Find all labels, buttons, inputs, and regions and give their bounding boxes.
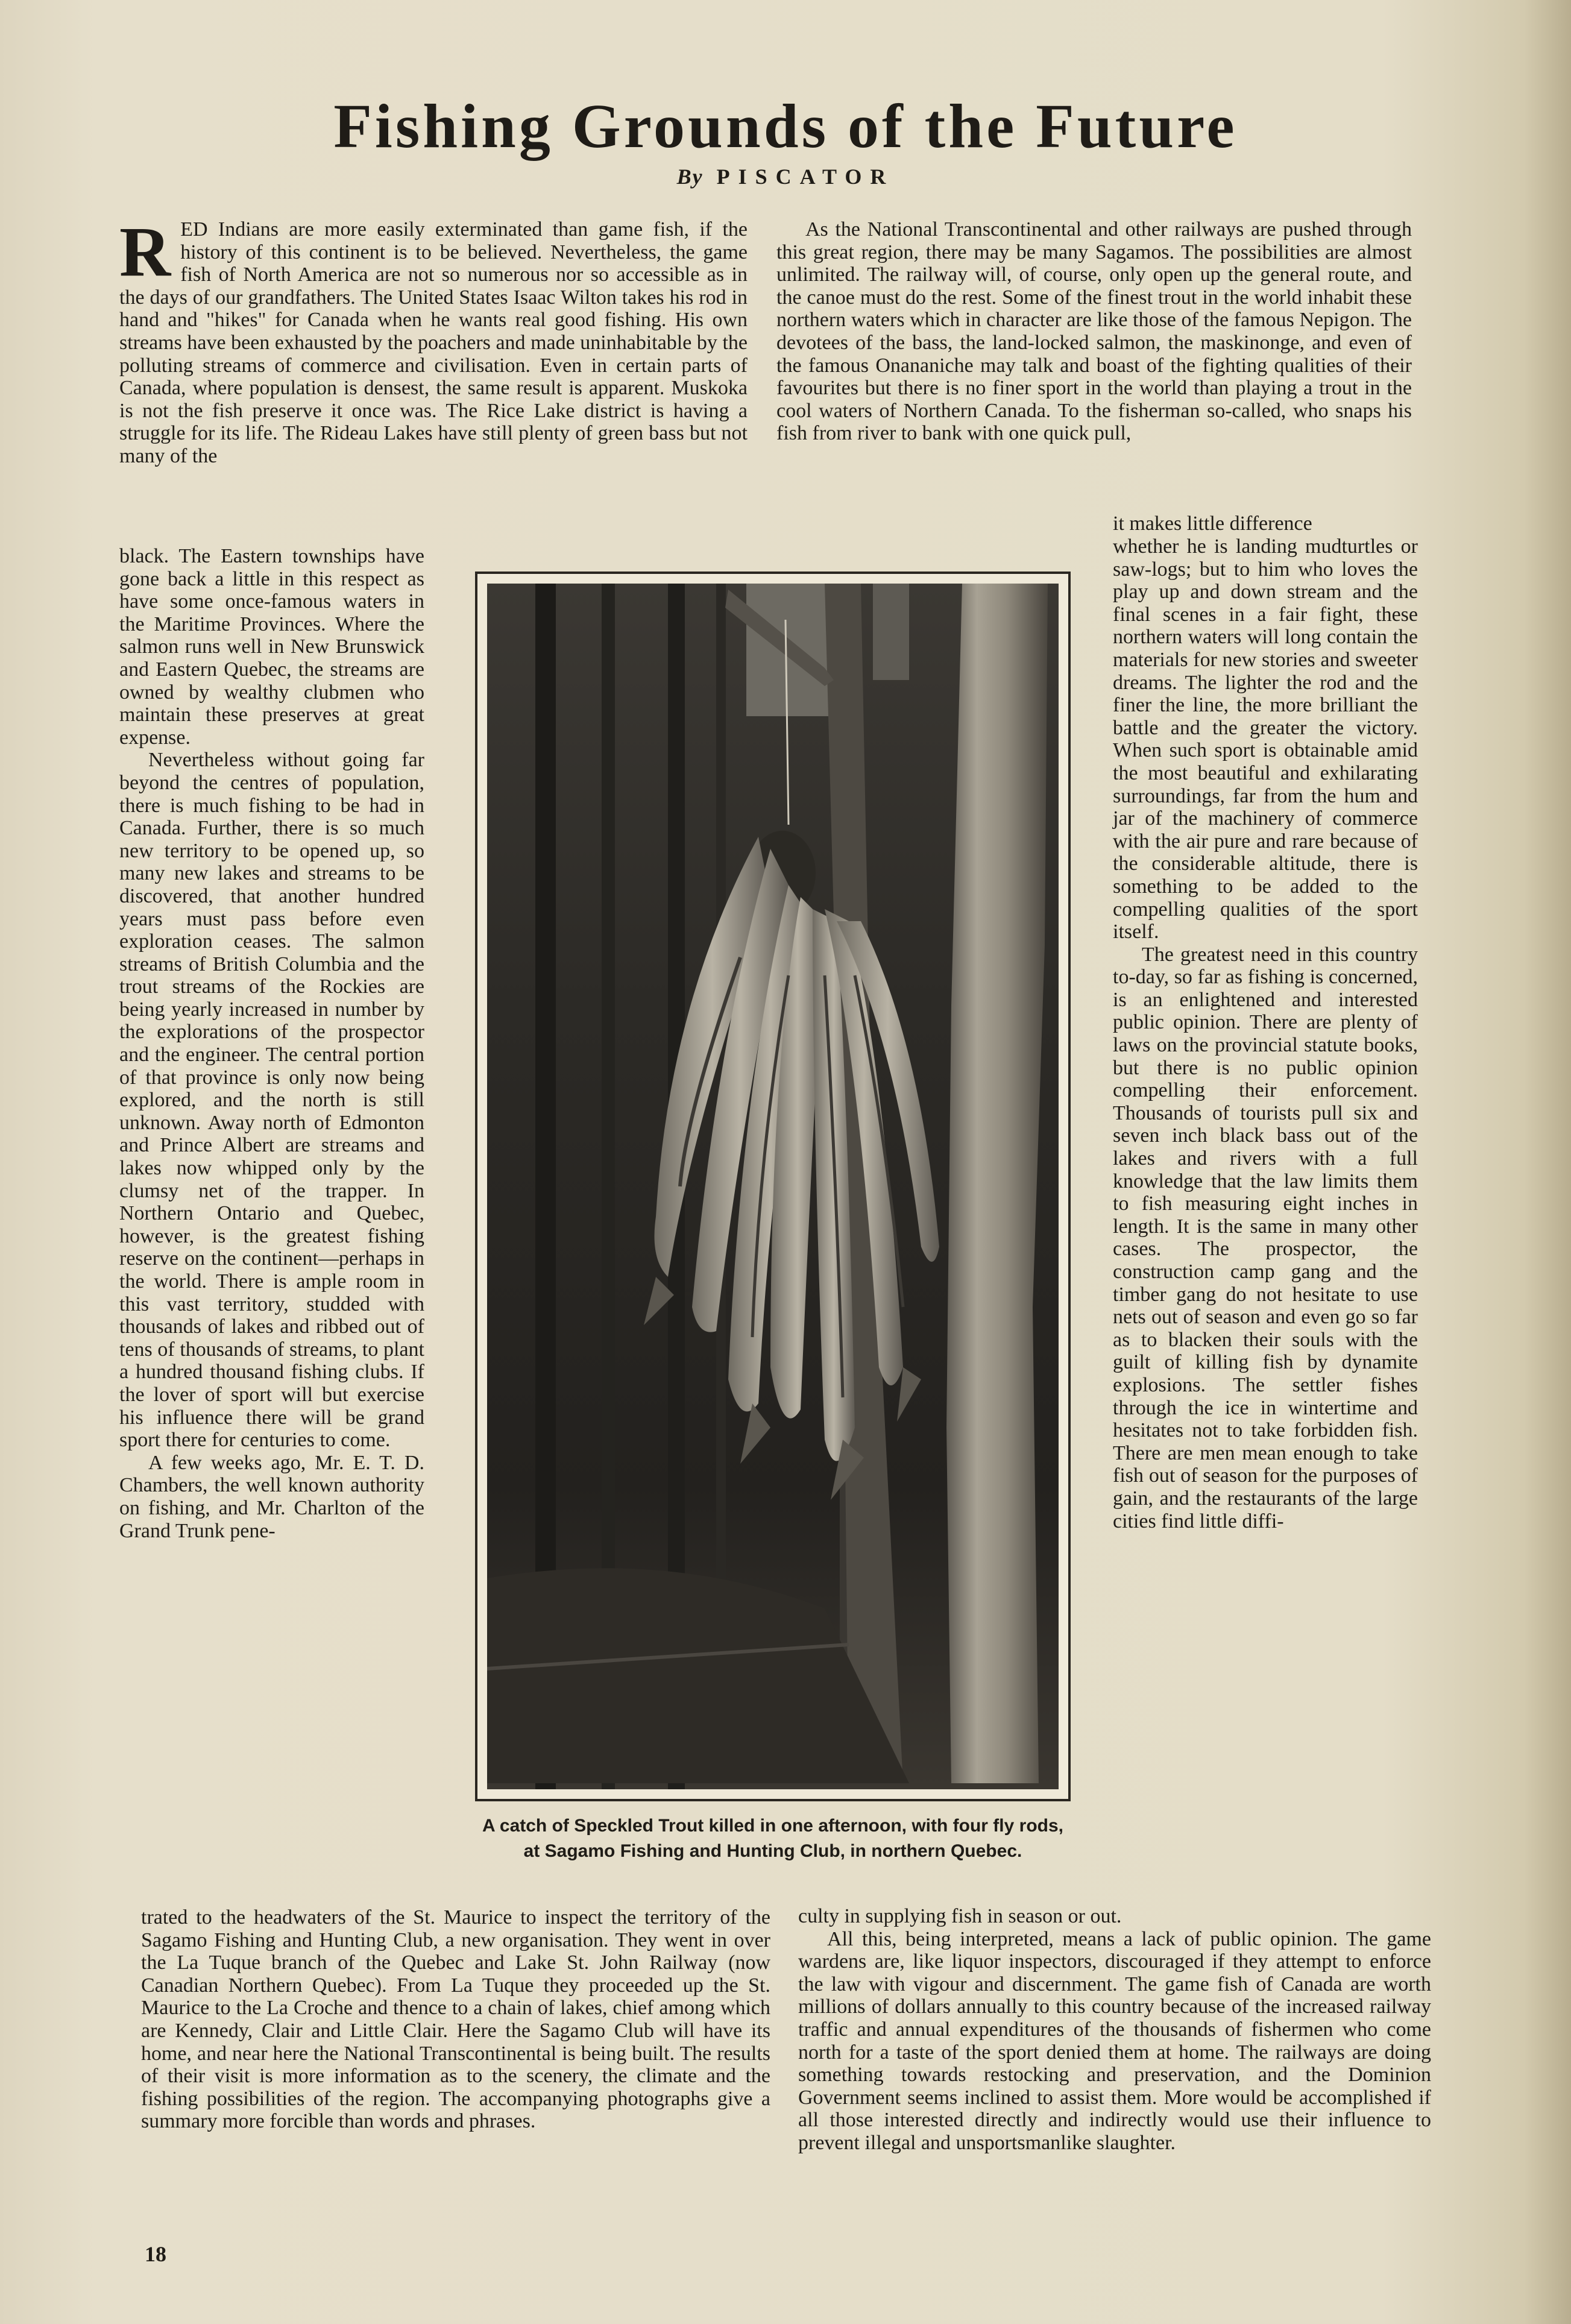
col1-narrow-para-3: A few weeks ago, Mr. E. T. D. Chambers, the well known authority on fishing, and Mr. Charlton of the Grand Trunk pene- [119,1451,424,1542]
byline [0,164,1571,189]
photo-caption: A catch of Speckled Trout killed in one afternoon, with four fly rods, at Sagamo Fishing and Hunting Club, in northern Quebec. [482,1816,1063,1861]
col1-upper-para: ED Indians are more easily exterminated than game fish, if the history of this continent is to be believed. Nevertheless, the game fish of North America are not so numerous nor so accessible as in the days of our grandfathers. The United States Isaac Wilton takes his rod in hand and "hikes" for Canada when he wants real good fishing. His own streams have been exhausted by the poachers and made uninhabitable by the polluting streams of commerce and civilisation. Even in certain parts of Canada, where population is densest, the same result is apparent. Muskoka is not the fish preserve it once was. The Rice Lake district is having a struggle for its life. The Rideau Lakes have still plenty of green bass but not many of the [119,218,748,467]
col1-lower-para: trated to the headwaters of the St. Maurice to inspect the territory of the Sagamo Fishing and Hunting Club, a new organisation. They went in over the La Tuque branch of the Quebec and Lake St. John Railway (now Canadian Northern Quebec). From La Tuque they proceeded up the St. Maurice to the La Croche and thence to a chain of lakes, chief among which are Kennedy, Clair and Little Clair. Here the Sagamo Club will have its home, and near here the National Transcontinental is being built. The results of their visit is more information as to the scenery, the climate and the fishing possibilities of the region. The accompanying photographs give a summary more forcible than words and phrases. [141,1906,770,2133]
col2-lower-text [798,1905,1431,2155]
col2-narrow-para-2: The greatest need in this country to-day, so far as fishing is concerned, is an enlightened and interested public opinion. There are plenty of laws on the provincial statute books, but there is no public opinion compelling their enforcement. Thousands of tourists pull six and seven inch black bass out of the lakes and rivers with a full knowledge that the law limits them to fish measuring eight inches in length. It is the same in many other cases. The prospector, the construction camp gang and the timber gang do not hesitate to use nets out of season and even go so far as to blacken their souls with the guilt of killing fish by dynamite explosions. The settler fishes through the ice in wintertime and hesitates not to take forbidden fish. There are men mean enough to take fish out of season for the purposes of gain, and the restaurants of the large cities find little diffi- [1113,943,1418,1532]
drop-cap: R [119,212,171,291]
col2-bridge-text [1113,512,1415,535]
col2-lower-para-2: All this, being interpreted, means a lack of public opinion. The game wardens are, like liquor inspectors, discouraged if they attempt to enforce the law with vigour and discernment. The game fish of Canada are worth millions of dollars annually to this country because of the increased railway traffic and annual expenditures of the thousands of fishermen who come north for a taste of the sport denied them at home. The railways are doing something towards restocking and preservation, and the Dominion Government seems inclined to assist them. More would be accomplished if all those interested directly and indirectly would use their influence to prevent illegal and unsportsmanlike slaughter. [798,1927,1431,2154]
col1-narrow-para-2: Nevertheless without going far beyond the centres of population, there is much fishing to be had in Canada. Further, there is so much new territory to be opened up, so many new lakes and streams to be discovered, that another hundred years must pass before even exploration ceases. The salmon streams of British Columbia and the trout streams of the Rockies are being yearly increased in number by the explorations of the prospector and the engineer. The central portion of that province is only now being explored, and the north is still unknown. Away north of Edmonton and Prince Albert are streams and lakes now whipped only by the clumsy net of the trapper. In Northern Ontario and Quebec, however, is the greatest fishing reserve on the continent—perhaps in the world. There is ample room in this vast territory, studded with thousands of lakes and ribbed out of tens of thousands of streams, to plant a hundred thousand fishing clubs. If the lover of sport will but exercise his influence there will be grand sport there for centuries to come. [119,749,424,1452]
byline-author: PISCATOR [716,165,895,189]
col2-narrow-para-1: whether he is landing mudturtles or saw-logs; but to him who loves the play up and down stream and the final scenes in a fair fight, these northern waters will long contain the materials for new stories and sweeter dreams. The lighter the rod and the finer the line, the more brilliant the battle and the greater the victory. When such sport is obtainable amid the most beautiful and exhilarating surroundings, far from the hum and jar of the machinery of commerce with the air pure and rare because of the considerable altitude, there is something to be added to the compelling qualities of the sport itself. [1113,535,1418,943]
article-title: Fishing Grounds of the Future [333,92,1238,161]
col2-upper-para: As the National Transcontinental and other railways are pushed through this great region, there may be many Sagamos. The possibilities are almost unlimited. The railway will, of course, only open up the general route, and the canoe must do the rest. Some of the finest trout in the world inhabit these northern waters which in character are like those of the famous Nepigon. The devotees of the bass, the land-locked salmon, the maskinonge, and even of the famous Onananiche may talk and boast of the fighting qualities of their favourites but there is no finer sport in the world than playing a trout in the cool waters of Northern Canada. To the fisherman so-called, who snaps his fish from river to bank with one quick pull, [776,218,1412,445]
col1-upper-text [119,212,748,468]
col2-narrow-text [1113,535,1418,1532]
trout-photo [487,584,1059,1789]
page-number: 18 [145,2242,166,2266]
col1-narrow-para-1: black. The Eastern townships have gone back a little in this respect as have some once-famous waters in the Maritime Provinces. Where the salmon runs well in New Brunswick and Eastern Quebec, the streams are owned by wealthy clubmen who maintain these preserves at great expense. [119,545,424,749]
col1-lower-text [141,1906,770,2133]
col1-narrow-text [119,545,424,1542]
photo-frame [475,572,1071,1801]
col2-lower-para-1: culty in supplying fish in season or out. [798,1905,1122,1927]
byline-prefix: By [676,165,704,189]
col2-upper-text [776,218,1412,445]
col2-bridge-line: it makes little difference [1113,512,1312,535]
